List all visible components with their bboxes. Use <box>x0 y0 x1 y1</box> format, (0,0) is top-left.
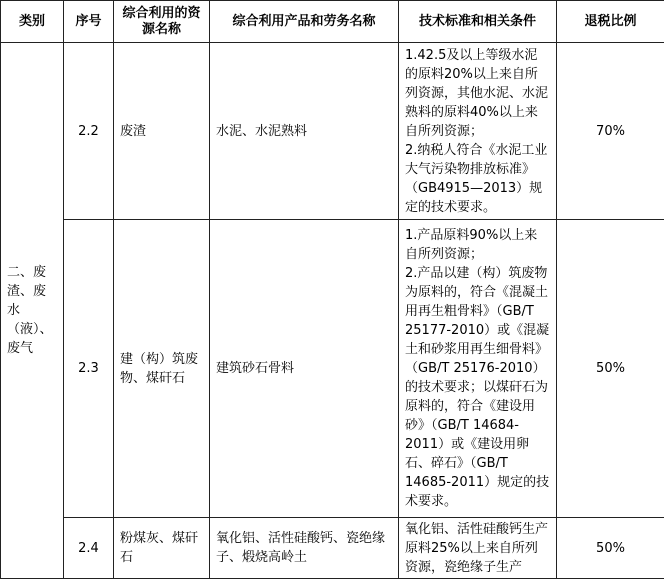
table-row <box>1 220 664 518</box>
seq-cell: 2.3 <box>64 220 114 518</box>
category-cell: 二、废渣、废水（液）、废气 <box>1 43 64 579</box>
table-row <box>1 518 664 579</box>
rate-cell: 50% <box>557 220 664 518</box>
table-row <box>1 43 664 220</box>
standard-cell: 1.42.5及以上等级水泥的原料20%以上来自所列资源，其他水泥、水泥熟料的原料40%以上来自所列资源； 2.纳税人符合《水泥工业大气污染物排放标准》（GB4915—2013）规定的技术要求。 <box>399 43 557 220</box>
rate-cell: 70% <box>557 43 664 220</box>
header-product: 综合利用产品和劳务名称 <box>210 1 399 43</box>
seq-cell: 2.4 <box>64 518 114 579</box>
seq-cell: 2.2 <box>64 43 114 220</box>
standard-cell: 1.产品原料90%以上来自所列资源； 2.产品以建（构）筑废物为原料的，符合《混凝土用再生粗骨料》（GB/T 25177-2010）或《混凝土和砂浆用再生细骨料》（GB/T 25176-2010）的技术要求；以煤矸石为原料的，符合《建设用砂》（GB/T 14684-2011）或《建设用卵石、碎石》（GB/T 14685-2011）规定的技术要求。 <box>399 220 557 518</box>
resource-cell: 建（构）筑废物、煤矸石 <box>114 220 210 518</box>
product-cell: 水泥、水泥熟料 <box>210 43 399 220</box>
header-row <box>1 1 664 43</box>
header-rate: 退税比例 <box>557 1 664 43</box>
header-resource: 综合利用的资源名称 <box>114 1 210 43</box>
header-seq: 序号 <box>64 1 114 43</box>
resource-cell: 废渣 <box>114 43 210 220</box>
header-category: 类别 <box>1 1 64 43</box>
rate-cell: 50% <box>557 518 664 579</box>
header-standard: 技术标准和相关条件 <box>399 1 557 43</box>
product-cell: 氧化铝、活性硅酸钙、瓷绝缘子、煅烧高岭土 <box>210 518 399 579</box>
standard-cell: 氧化铝、活性硅酸钙生产原料25%以上来自所列资源，瓷绝缘子生产 <box>399 518 557 579</box>
product-cell: 建筑砂石骨料 <box>210 220 399 518</box>
resource-cell: 粉煤灰、煤矸石 <box>114 518 210 579</box>
